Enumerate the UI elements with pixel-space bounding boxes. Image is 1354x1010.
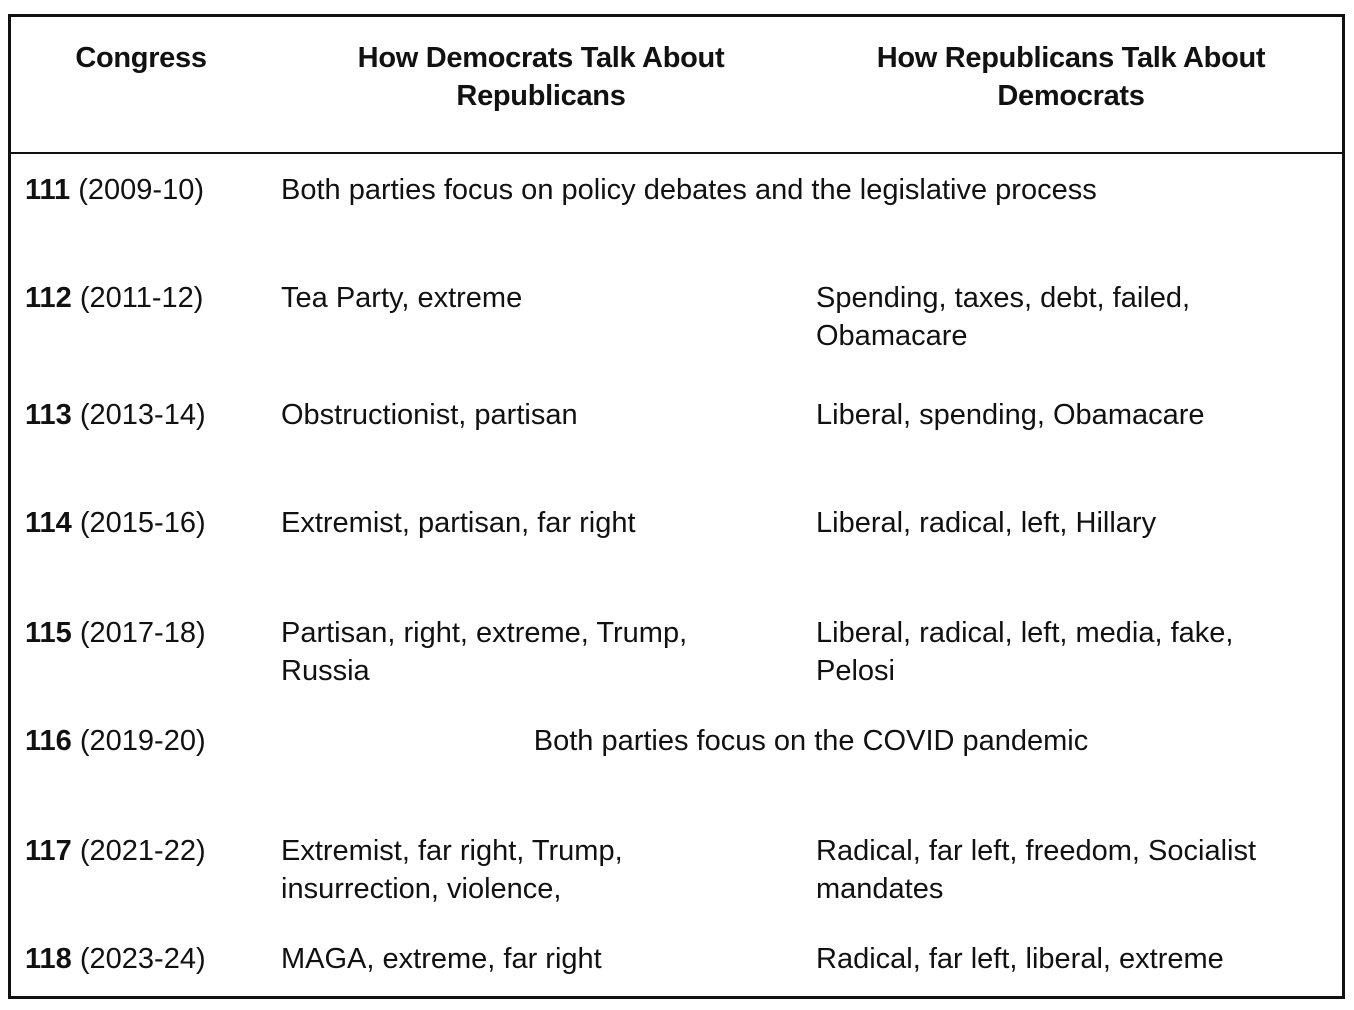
header-democrats: How Democrats Talk About Republicans [357,42,725,112]
democrats-cell: MAGA, extreme, far right [281,943,602,975]
congress-number: 118 [25,943,72,975]
congress-cell [25,396,206,434]
republicans-cell: Liberal, radical, left, Hillary [816,507,1157,539]
congress-number: 113 [25,399,72,431]
congress-number: 111 [25,174,71,206]
congress-years: (2017-18) [79,617,206,649]
congress-cell [25,171,204,209]
democrats-cell: Partisan, right, extreme, Trump, Russia [281,617,688,687]
republicans-cell: Radical, far left, freedom, Socialist mandates [816,835,1257,905]
democrats-cell: Extremist, partisan, far right [281,507,636,539]
congress-years: (2019-20) [79,725,206,757]
congress-years: (2021-22) [79,835,206,867]
congress-number: 112 [25,282,72,314]
republicans-cell: Radical, far left, liberal, extreme [816,943,1224,975]
congress-number: 115 [25,617,72,649]
shared-focus-cell: Both parties focus on the COVID pandemic [533,725,1089,757]
comparison-table [8,14,1345,999]
congress-cell [25,722,206,760]
republicans-cell: Liberal, spending, Obamacare [816,399,1205,431]
congress-number: 114 [25,507,72,539]
header-republicans: How Republicans Talk About Democrats [876,42,1266,112]
congress-cell [25,279,203,317]
congress-cell [25,504,206,542]
republicans-cell: Liberal, radical, left, media, fake, Pelosi [816,617,1234,687]
congress-years: (2015-16) [79,507,206,539]
congress-years: (2023-24) [79,943,206,975]
democrats-cell: Obstructionist, partisan [281,399,578,431]
shared-focus-cell: Both parties focus on policy debates and the legislative process [281,174,1097,206]
democrats-cell: Extremist, far right, Trump, insurrection, violence, [281,835,623,905]
democrats-cell: Tea Party, extreme [281,282,523,314]
congress-cell [25,940,206,978]
congress-years: (2011-12) [79,282,204,314]
table-header [11,17,1342,154]
congress-years: (2013-14) [79,399,206,431]
congress-number: 117 [25,835,72,867]
congress-cell [25,832,206,870]
congress-cell [25,614,206,652]
republicans-cell: Spending, taxes, debt, failed, Obamacare [816,282,1191,352]
congress-years: (2009-10) [78,174,204,206]
header-congress: Congress [75,42,207,74]
congress-number: 116 [25,725,72,757]
